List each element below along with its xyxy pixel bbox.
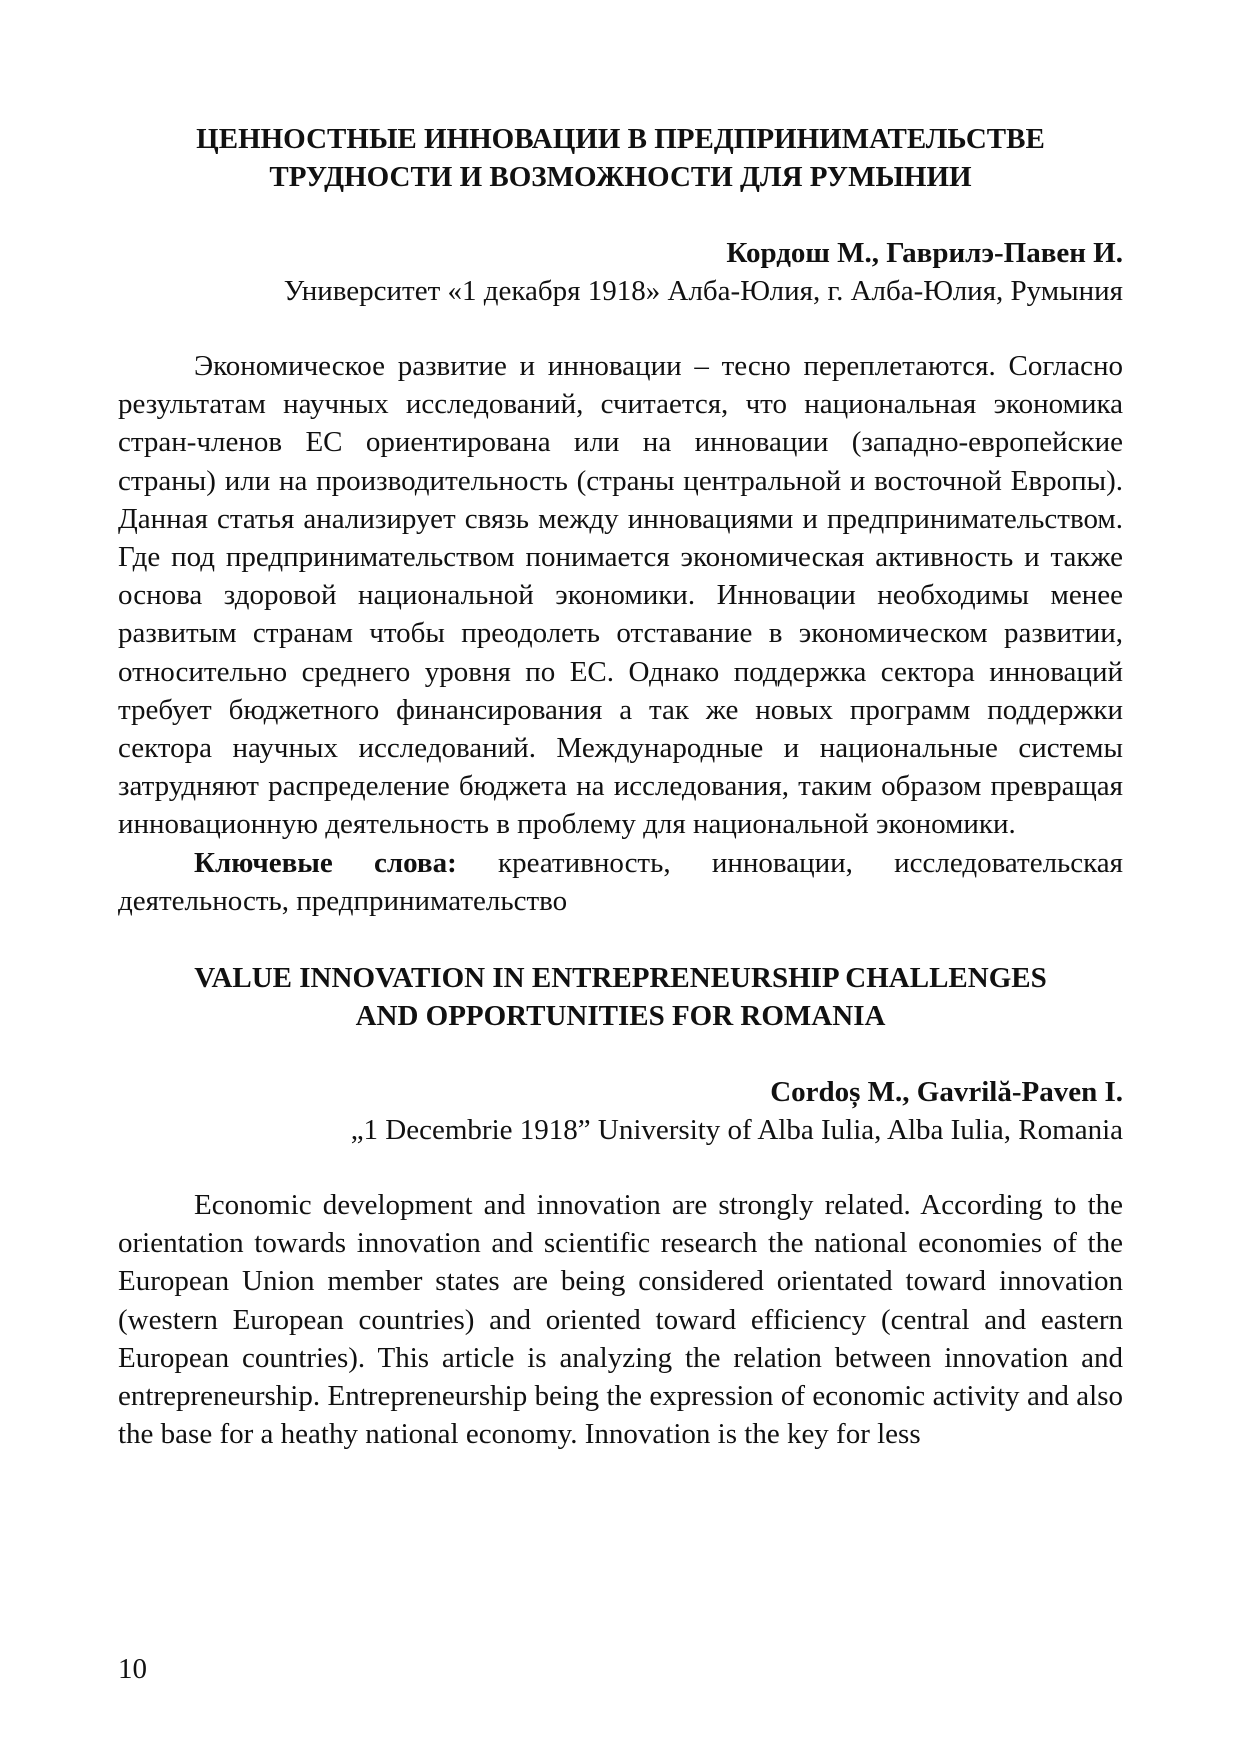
page-number: 10: [118, 1653, 147, 1685]
ru-authors: Кордош М., Гаврилэ-Павен И.: [726, 237, 1123, 269]
ru-keywords: [118, 844, 1123, 920]
ru-title-line-1: ЦЕННОСТНЫЕ ИННОВАЦИИ В ПРЕДПРИНИМАТЕЛЬСТВЕ: [196, 123, 1045, 155]
ru-abstract: Экономическое развитие и инновации – тесно переплетаются. Согласно результатам научных исследований, считается, что национальная экономика стран-членов ЕС ориентирована или на инновации (западно-европейские страны) или на производительность (страны центральной и восточной Европы). Данная статья анализирует связь между инновациями и предпринимательством. Где под предпринимательством понимается экономическая активность и также основа здоровой национальной экономики. Инновации необходимы менее развитым странам чтобы преодолеть отставание в экономическом развитии, относительно среднего уровня по ЕС. Однако поддержка сектора инноваций требует бюджетного финансирования а так же новых программ поддержки сектора научных исследований. Международные и национальные системы затрудняют распределение бюджета на исследования, таким образом превращая инновационную деятельность в проблему для национальной экономики.: [118, 350, 1123, 841]
en-abstract: Economic development and innovation are strongly related. According to the orientation towards innovation and scientific research the national economies of the European Union member states are being considered orientated toward innovation (western European countries) and oriented toward efficiency (central and eastern European countries). This article is analyzing the relation between innovation and entrepreneurship. Entrepreneurship being the expression of economic activity and also the base for a heathy national economy. Innovation is the key for less: [118, 1189, 1123, 1451]
ru-affiliation: Университет «1 декабря 1918» Алба-Юлия, г. Алба-Юлия, Румыния: [283, 275, 1123, 307]
ru-keywords-text: креативность, инновации, исследовательская деятельность, предпринимательство: [118, 846, 1124, 917]
en-affiliation: „1 Decembrie 1918” University of Alba Iulia, Alba Iulia, Romania: [350, 1114, 1123, 1147]
ru-keywords-label: Ключевые слова:: [194, 846, 457, 879]
en-title-line-2: AND OPPORTUNITIES FOR ROMANIA: [355, 1000, 886, 1033]
ru-title-line-2: ТРУДНОСТИ И ВОЗМОЖНОСТИ ДЛЯ РУМЫНИИ: [269, 161, 972, 193]
en-authors: Cordoș M., Gavrilă-Paven I.: [770, 1076, 1123, 1109]
ru-title: [118, 120, 1123, 196]
en-title-line-1: VALUE INNOVATION IN ENTREPRENEURSHIP CHALLENGES: [194, 962, 1047, 995]
en-title: [118, 959, 1123, 1035]
